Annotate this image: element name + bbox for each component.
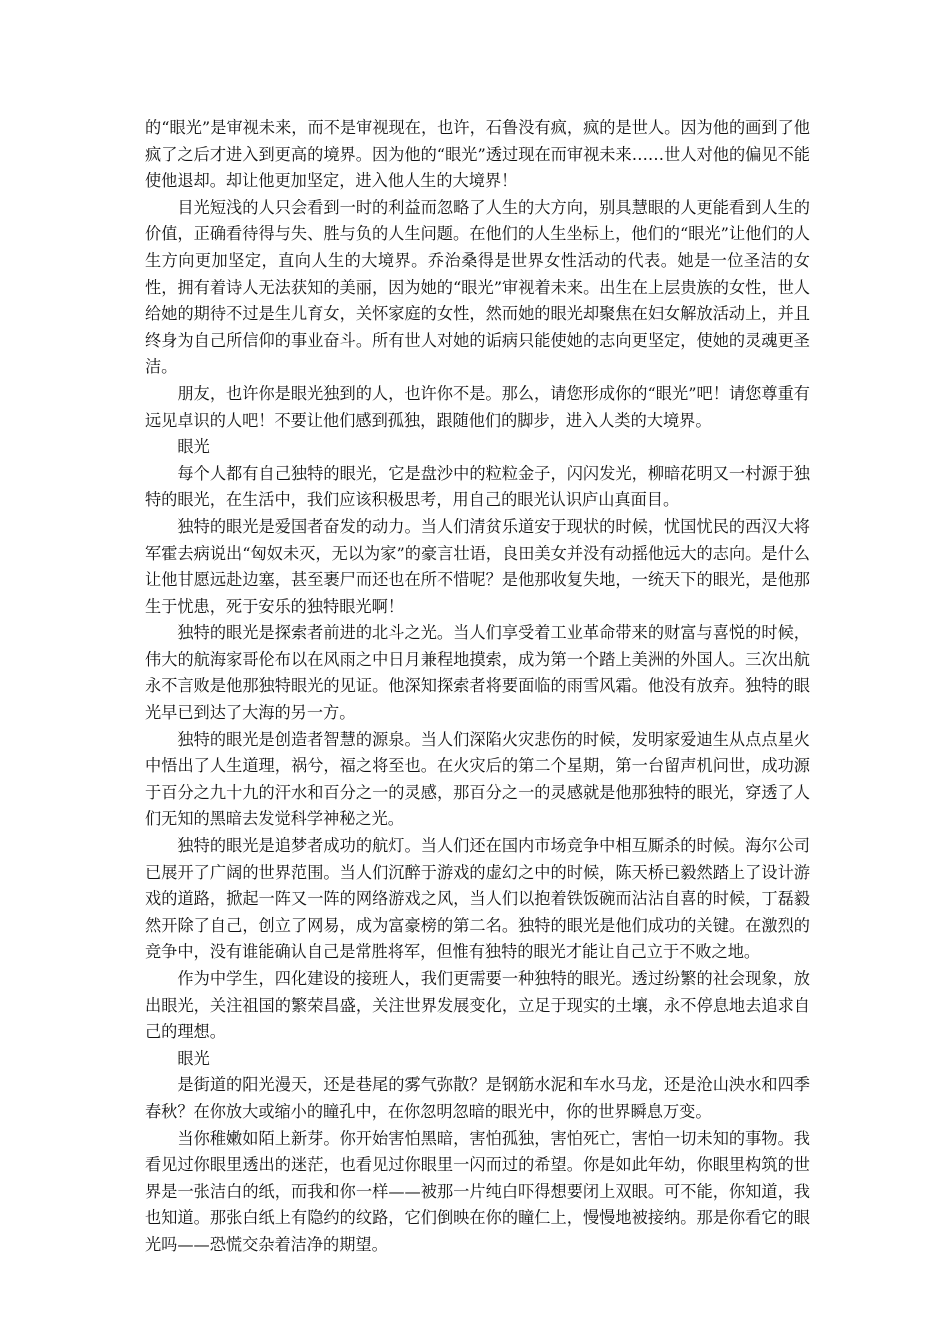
- paragraph: 是街道的阳光漫天，还是巷尾的雾气弥散？是钢筋水泥和车水马龙，还是沧山泱水和四季春秋？在你放大或缩小的瞳孔中，在你忽明忽暗的眼光中，你的世界瞬息万变。: [145, 1075, 810, 1121]
- paragraph: 当你稚嫩如陌上新芽。你开始害怕黑暗，害怕孤独，害怕死亡，害怕一切未知的事物。我看见过你眼里透出的迷茫，也看见过你眼里一闪而过的希望。你是如此年幼，你眼里构筑的世界是一张洁白的纸，而我和你一样——被那一片纯白吓得想要闭上双眼。可不能，你知道，我也知道。那张白纸上有隐约的纹路，它们倒映在你的瞳仁上，慢慢地被接纳。那是你看它的眼光吗——恐慌交杂着洁净的期望。: [145, 1128, 810, 1254]
- essay-title: 眼光: [177, 1048, 210, 1068]
- paragraph-continuation: 的“眼光”是审视未来，而不是审视现在，也许，石鲁没有疯，疯的是世人。因为他的画到了他疯了之后才进入到更高的境界。因为他的“眼光”透过现在而审视未来……世人对他的偏见不能使他退却。却让他更加坚定，进入他人生的大境界！: [145, 118, 810, 191]
- paragraph: 目光短浅的人只会看到一时的利益而忽略了人生的大方向，别具慧眼的人更能看到人生的价值，正确看待得与失、胜与负的人生问题。在他们的人生坐标上，他们的“眼光”让他们的人生方向更加坚定，直向人生的大境界。乔治桑得是世界女性活动的代表。她是一位圣洁的女性，拥有着诗人无法获知的美丽，因为她的“眼光”审视着未来。出生在上层贵族的女性，世人给她的期待不过是生儿育女，关怀家庭的女性，然而她的眼光却聚焦在妇女解放活动上，并且终身为自己所信仰的事业奋斗。所有世人对她的诟病只能使她的志向更坚定，使她的灵魂更圣洁。: [145, 197, 810, 377]
- essay-title: 眼光: [177, 437, 210, 457]
- paragraph: 独特的眼光是追梦者成功的航灯。当人们还在国内市场竞争中相互厮杀的时候。海尔公司已展开了广阔的世界范围。当人们沉醉于游戏的虚幻之中的时候，陈天桥已毅然踏上了设计游戏的道路，掀起一阵又一阵的网络游戏之风，当人们以抱着铁饭碗而沾沾自喜的时候，丁磊毅然开除了自己，创立了网易，成为富豪榜的第二名。独特的眼光是他们成功的关键。在激烈的竞争中，没有谁能确认自己是常胜将军，但惟有独特的眼光才能让自己立于不败之地。: [145, 836, 810, 962]
- document-page: [145, 115, 810, 1259]
- paragraph: 每个人都有自己独特的眼光，它是盘沙中的粒粒金子，闪闪发光，柳暗花明又一村源于独特的眼光，在生活中，我们应该积极思考，用自己的眼光认识庐山真面目。: [145, 463, 810, 510]
- paragraph: 独特的眼光是爱国者奋发的动力。当人们清贫乐道安于现状的时候，忧国忧民的西汉大将军霍去病说出“匈奴未灭，无以为家”的豪言壮语，良田美女并没有动摇他远大的志向。是什么让他甘愿远赴边塞，甚至裹尸而还也在所不惜呢？是他那收复失地，一统天下的眼光，是他那生于忧患，死于安乐的独特眼光啊！: [145, 516, 810, 616]
- paragraph: 独特的眼光是探索者前进的北斗之光。当人们享受着工业革命带来的财富与喜悦的时候，伟大的航海家哥伦布以在风雨之中日月兼程地摸索，成为第一个踏上美洲的外国人。三次出航永不言败是他那独特眼光的见证。他深知探索者将要面临的雨雪风霜。他没有放弃。独特的眼光早已到达了大海的另一方。: [145, 623, 810, 723]
- paragraph: 朋友，也许你是眼光独到的人，也许你不是。那么，请您形成你的“眼光”吧！请您尊重有远见卓识的人吧！不要让他们感到孤独，跟随他们的脚步，进入人类的大境界。: [145, 383, 810, 430]
- paragraph: 作为中学生，四化建设的接班人，我们更需要一种独特的眼光。透过纷繁的社会现象，放出眼光，关注祖国的繁荣昌盛，关注世界发展变化，立足于现实的土壤，永不停息地去追求自己的理想。: [145, 969, 810, 1042]
- paragraph: 独特的眼光是创造者智慧的源泉。当人们深陷火灾悲伤的时候，发明家爱迪生从点点星火中悟出了人生道理，祸兮，福之将至也。在火灾后的第二个星期，第一台留声机问世，成功源于百分之九十九的汗水和百分之一的灵感，那百分之一的灵感就是他那独特的眼光，穿透了人们无知的黑暗去发觉科学神秘之光。: [145, 729, 810, 829]
